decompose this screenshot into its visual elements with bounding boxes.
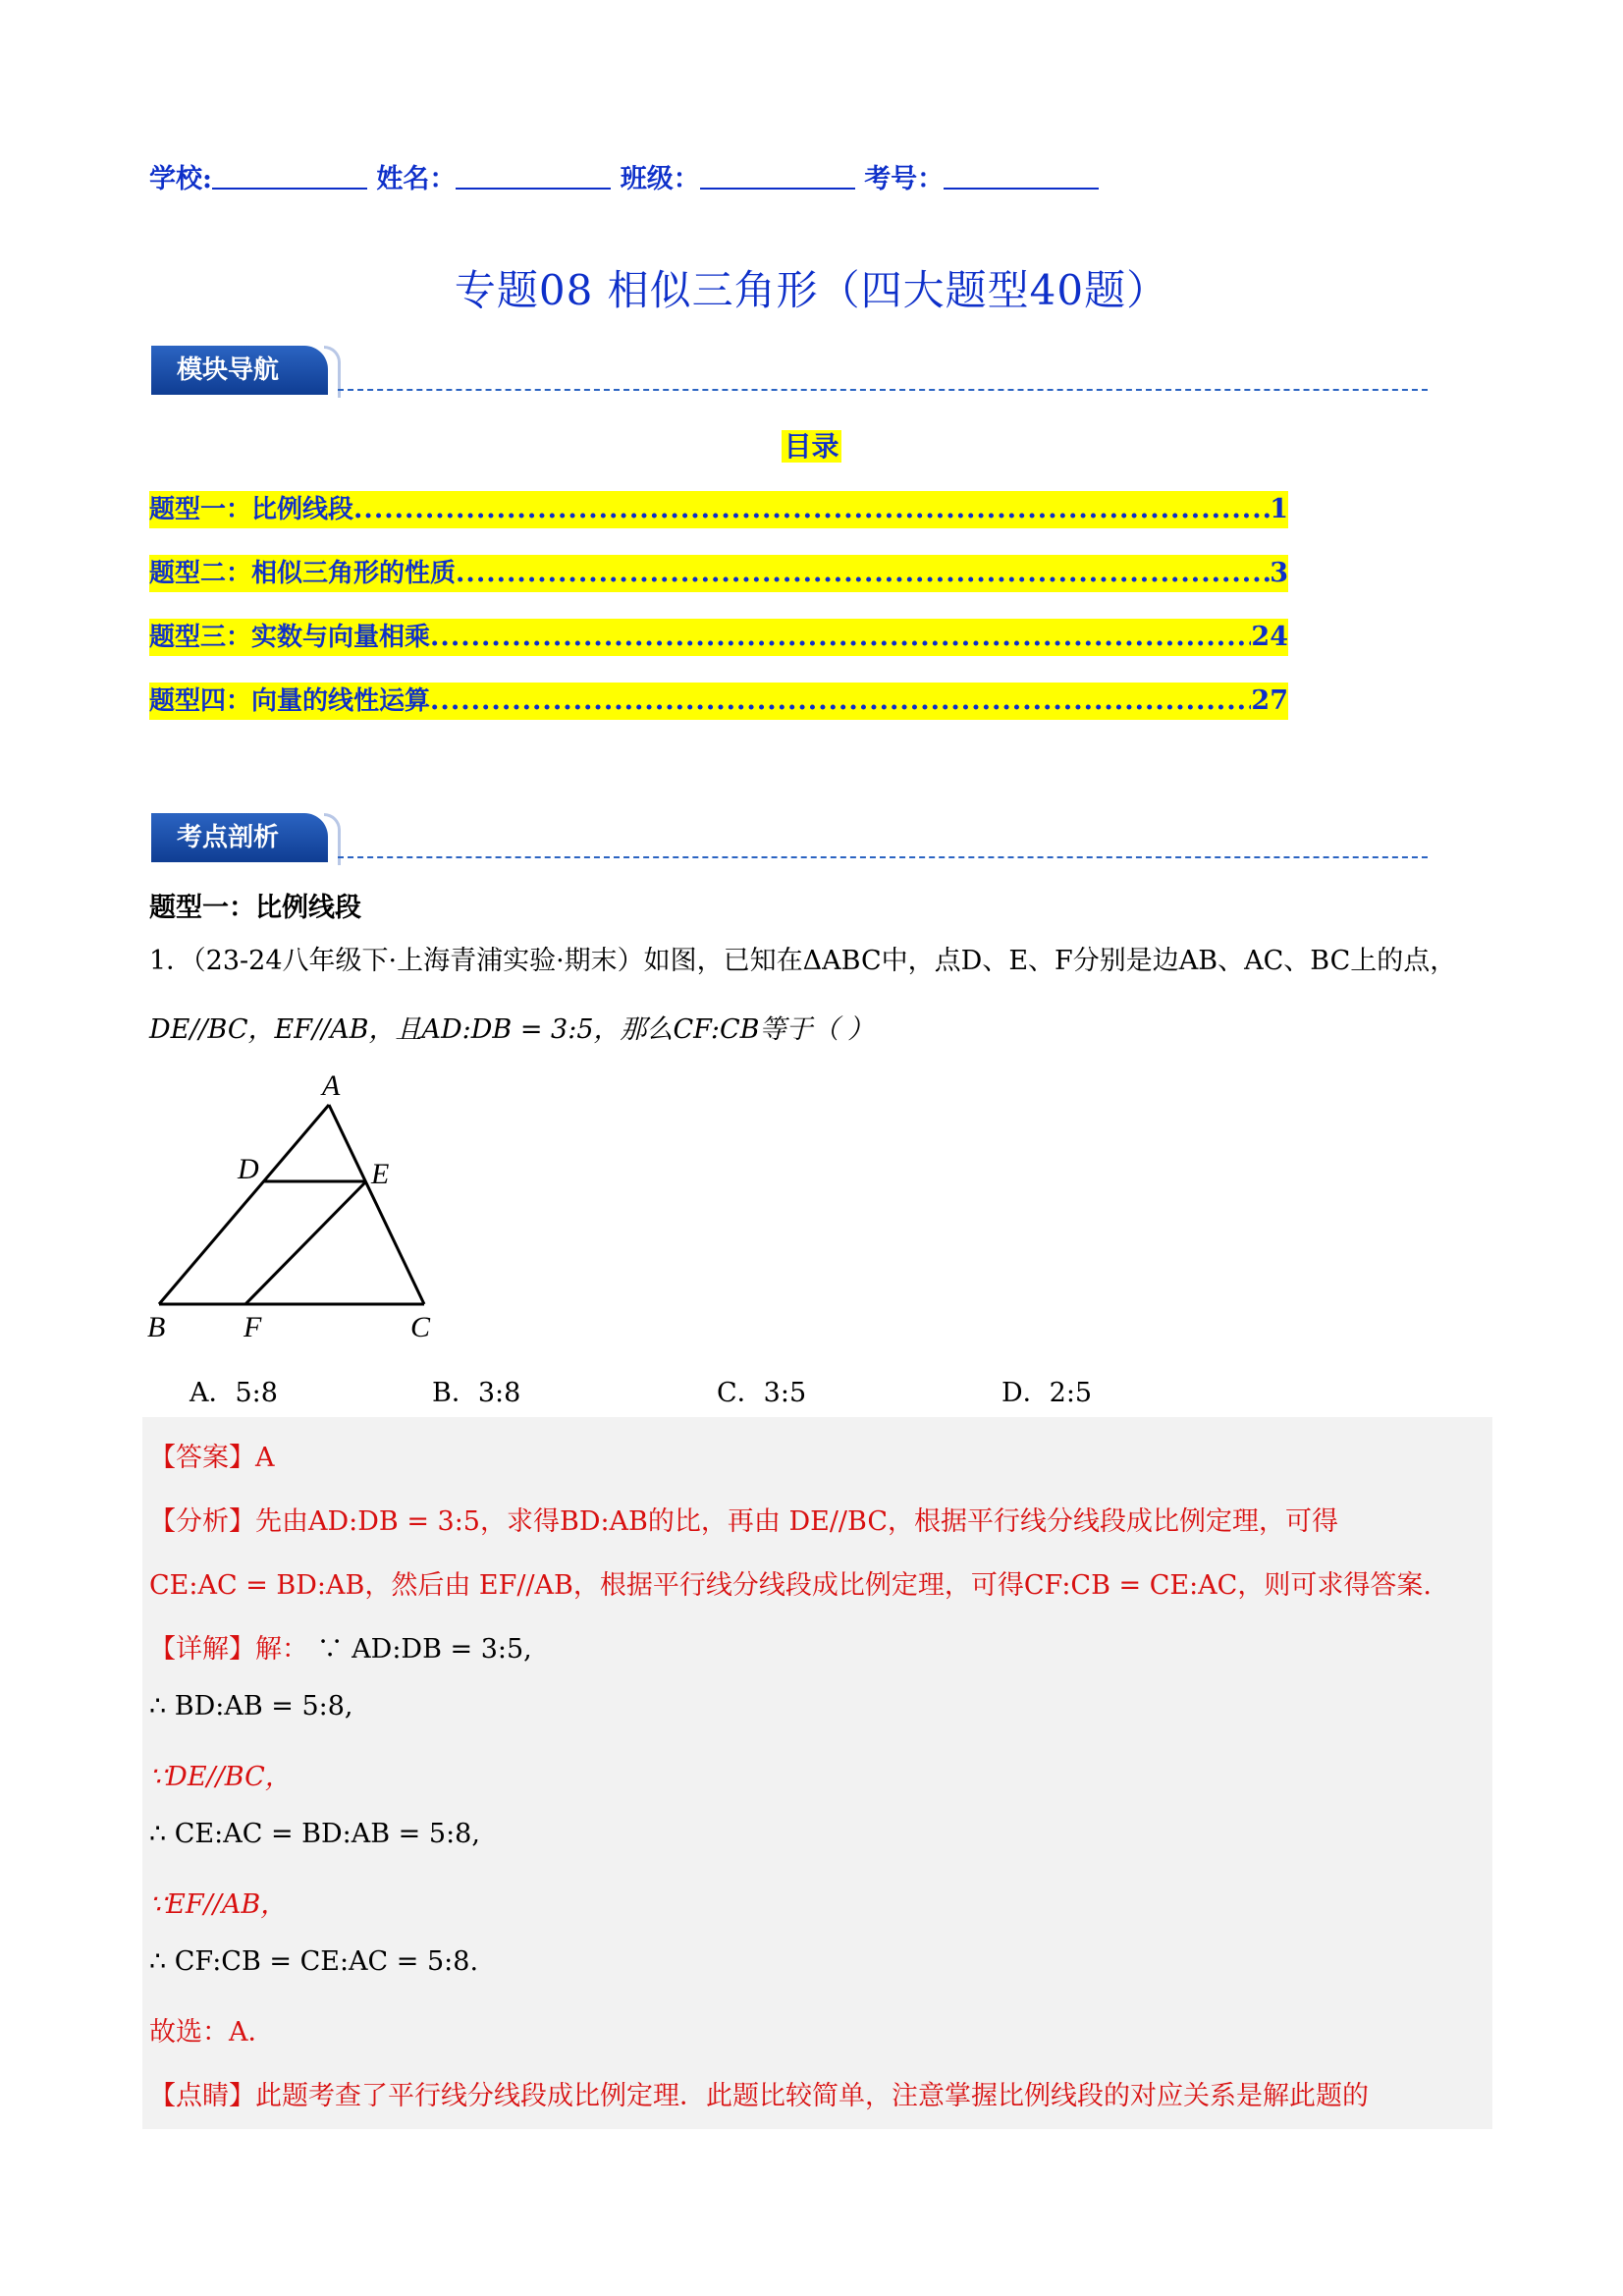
detail-step-4: ∴ CE:AC = BD:AB = 5:8, [149, 1819, 480, 1849]
module-nav-banner [151, 346, 1428, 395]
side-ab [159, 1105, 329, 1304]
option-c[interactable]: C．3:5 [717, 1378, 807, 1408]
label-f: F [243, 1311, 262, 1343]
toc-item-4[interactable]: 题型四：向量的线性运算 ..... 27 [149, 683, 1288, 720]
triangle-figure [137, 1066, 452, 1345]
analysis-line-1: 【分析】先由AD:DB = 3:5，求得BD:AB的比，再由 DE//BC，根据平行线分线段成比例定理，可得 [149, 1506, 1339, 1537]
analysis-banner [151, 813, 1428, 862]
question-line-1: 1．（23-24八年级下·上海青浦实验·期末）如图，已知在ΔABC中，点D、E、F分别是边AB、AC、BC上的点， [149, 946, 1457, 976]
label-c: C [410, 1311, 431, 1343]
segment-ef [245, 1181, 366, 1304]
choice-line: 故选：A． [149, 2017, 275, 2048]
toc-item-3[interactable]: 题型三：实数与向量相乘 ..... 24 [149, 619, 1288, 656]
comment-tag: 【点睛】 [149, 2081, 255, 2111]
analysis-line-2: CE:AC = BD:AB，然后由 EF//AB，根据平行线分线段成比例定理，可得CF:CB = CE:AC，则可求得答案. [149, 1570, 1432, 1601]
label-e: E [371, 1158, 390, 1190]
label-b: B [147, 1311, 166, 1343]
banner-divider [338, 389, 1428, 391]
module-nav-tab: 模块导航 [151, 346, 328, 395]
exam-number-blank [944, 164, 1099, 190]
name-label: 姓名： [376, 164, 457, 194]
detail-line: 【详解】解： ∵ AD:DB = 3:5, [149, 1634, 532, 1665]
class-label: 班级： [620, 164, 700, 194]
exam-number-label: 考号： [864, 164, 945, 194]
banner-divider [338, 856, 1428, 858]
section-title: 题型一：比例线段 [149, 893, 361, 923]
answer-tag: 【答案】 [149, 1443, 255, 1473]
detail-step-2: ∴ BD:AB = 5:8, [149, 1691, 353, 1722]
name-blank [456, 164, 611, 190]
class-blank [700, 164, 855, 190]
analysis-tab: 考点剖析 [151, 813, 328, 862]
comment-line: 【点睛】此题考查了平行线分线段成比例定理．此题比较简单，注意掌握比例线段的对应关系是解此题的 [149, 2081, 1369, 2111]
question-line-2: DE//BC，EF//AB，且AD:DB = 3:5，那么CF:CB等于（ ） [149, 1014, 875, 1045]
detail-tag: 【详解】 [149, 1634, 255, 1665]
answer-value: A [255, 1443, 275, 1473]
toc-item-1[interactable]: 题型一：比例线段 ..... 1 [149, 491, 1288, 528]
label-d: D [238, 1153, 259, 1185]
answer-line [149, 1436, 275, 1474]
detail-step-6: ∴ CF:CB = CE:AC = 5:8. [149, 1946, 479, 1977]
school-label: 学校: [149, 164, 212, 194]
option-b[interactable]: B．3:8 [432, 1378, 521, 1408]
detail-step-1: ∵ AD:DB = 3:5, [316, 1634, 532, 1665]
toc-title: 目录 [784, 430, 839, 463]
option-a[interactable]: A．5:8 [189, 1378, 278, 1408]
document-title: 专题08 相似三角形（四大题型40题） [454, 266, 1169, 314]
option-d[interactable]: D．2:5 [1001, 1378, 1093, 1408]
analysis-tag: 【分析】 [149, 1506, 255, 1537]
detail-step-3: ∵DE//BC， [149, 1762, 292, 1792]
label-a: A [322, 1069, 341, 1102]
school-blank [212, 164, 367, 190]
detail-step-5: ∵EF//AB， [149, 1889, 288, 1920]
toc-item-2[interactable]: 题型二：相似三角形的性质 ..... 3 [149, 555, 1288, 592]
student-info-line [149, 157, 1099, 195]
